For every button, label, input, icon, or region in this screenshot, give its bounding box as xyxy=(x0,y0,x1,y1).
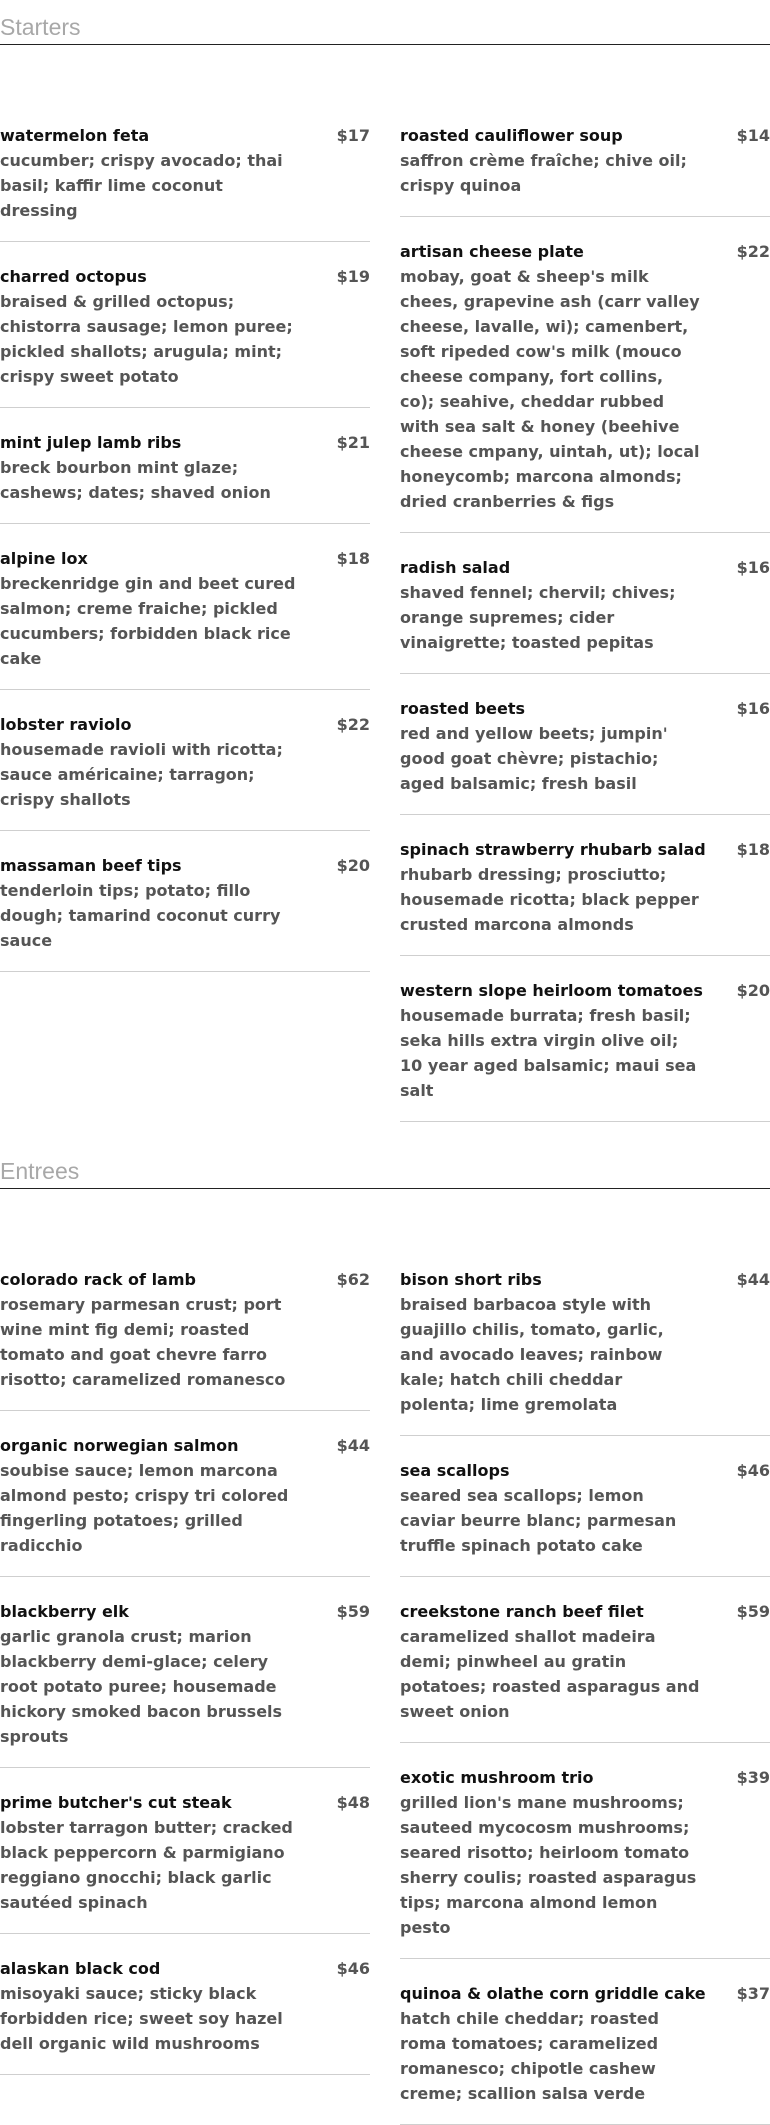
menu-item-price: $39 xyxy=(736,1768,770,1787)
menu-item-name: mint julep lamb ribs xyxy=(0,433,182,452)
menu-item-description: braised barbacoa style with guajillo chilis, tomato, garlic, and avocado leaves; rainbow kale; hatch chili cheddar polenta; lime gremolata xyxy=(400,1295,664,1414)
section-title-starters: Starters xyxy=(0,14,81,40)
menu-item-description: garlic granola crust; marion blackberry demi-glace; celery root potato puree; housemade hickory smoked bacon brussels sprouts xyxy=(0,1627,283,1746)
menu-item-description: housemade burrata; fresh basil; seka hills extra virgin olive oil; 10 year aged balsamic; maui sea salt xyxy=(400,1006,697,1100)
menu-item-price: $18 xyxy=(336,549,370,568)
menu-item xyxy=(0,1245,370,1411)
menu-item-description: hatch chile cheddar; roasted roma tomatoes; caramelized romanesco; chipotle cashew creme; scallion salsa verde xyxy=(400,2009,659,2103)
menu-item-description: rhubarb dressing; prosciutto; housemade ricotta; black pepper crusted marcona almonds xyxy=(400,865,699,934)
menu-item-header xyxy=(0,123,370,148)
menu-item-name: lobster raviolo xyxy=(0,715,132,734)
menu-item xyxy=(400,533,770,674)
menu-item-price: $18 xyxy=(736,840,770,859)
menu-item-name: watermelon feta xyxy=(0,126,150,145)
menu-item-description: lobster tarragon butter; cracked black peppercorn & parmigiano reggiano gnocchi; black garlic sautéed spinach xyxy=(0,1818,293,1912)
section-divider xyxy=(0,44,770,45)
menu-item-price: $44 xyxy=(336,1436,370,1455)
menu-item xyxy=(400,1959,770,2125)
menu-item-description: breck bourbon mint glaze; cashews; dates; shaved onion xyxy=(0,458,271,502)
menu-item-header xyxy=(0,1599,370,1624)
starters-columns xyxy=(0,101,770,1122)
menu-item-name: bison short ribs xyxy=(400,1270,542,1289)
menu-item-header xyxy=(400,239,770,264)
menu-item-header xyxy=(0,712,370,737)
menu-item-header xyxy=(400,978,770,1003)
menu-item-name: colorado rack of lamb xyxy=(0,1270,196,1289)
menu-item-price: $46 xyxy=(336,1959,370,1978)
menu-item-price: $59 xyxy=(736,1602,770,1621)
menu-item xyxy=(400,1743,770,1959)
menu-item-name: sea scallops xyxy=(400,1461,510,1480)
menu-item-header xyxy=(0,1267,370,1292)
menu-item-price: $20 xyxy=(336,856,370,875)
menu-item-name: charred octopus xyxy=(0,267,147,286)
menu-item-description: tenderloin tips; potato; fillo dough; tamarind coconut curry sauce xyxy=(0,881,281,950)
menu-item-name: alpine lox xyxy=(0,549,88,568)
menu-item xyxy=(400,217,770,533)
menu-item-description: saffron crème fraîche; chive oil; crispy quinoa xyxy=(400,151,687,195)
menu-item-header xyxy=(0,264,370,289)
menu-item xyxy=(400,815,770,956)
menu-item-header xyxy=(400,696,770,721)
menu-item-description: housemade ravioli with ricotta; sauce américaine; tarragon; crispy shallots xyxy=(0,740,283,809)
menu-item-description: mobay, goat & sheep's milk chees, grapevine ash (carr valley cheese, lavalle, wi); camenbert, soft ripeded cow's milk (mouco cheese company, fort collins, co); seahive, cheddar rubbed with sea salt & honey (beehive cheese cmpany, uintah, ut); local honeycomb; marcona almonds; dried cranberries & figs xyxy=(400,267,700,511)
menu-item-name: creekstone ranch beef filet xyxy=(400,1602,644,1621)
entrees-right-column xyxy=(400,1245,770,2125)
menu-item-price: $22 xyxy=(336,715,370,734)
menu-item-header xyxy=(400,1458,770,1483)
menu-item-header xyxy=(400,123,770,148)
entrees-columns xyxy=(0,1245,770,2125)
menu-item-description: soubise sauce; lemon marcona almond pesto; crispy tri colored fingerling potatoes; grilled radicchio xyxy=(0,1461,289,1555)
menu-item-name: roasted beets xyxy=(400,699,526,718)
menu-item xyxy=(0,524,370,690)
entrees-left-column xyxy=(0,1245,370,2075)
menu-item-price: $16 xyxy=(736,699,770,718)
menu-item xyxy=(0,101,370,242)
menu-item xyxy=(400,956,770,1122)
menu-item-price: $48 xyxy=(336,1793,370,1812)
menu-item-header xyxy=(400,837,770,862)
menu-item xyxy=(0,1411,370,1577)
menu-item-price: $17 xyxy=(336,126,370,145)
menu-item-description: red and yellow beets; jumpin' good goat chèvre; pistachio; aged balsamic; fresh basil xyxy=(400,724,668,793)
menu-item-name: roasted cauliflower soup xyxy=(400,126,623,145)
menu-item-price: $16 xyxy=(736,558,770,577)
menu-item xyxy=(400,674,770,815)
menu-item-description: caramelized shallot madeira demi; pinwheel au gratin potatoes; roasted asparagus and sweet onion xyxy=(400,1627,700,1721)
menu-item-description: seared sea scallops; lemon caviar beurre blanc; parmesan truffle spinach potato cake xyxy=(400,1486,677,1555)
menu-item-header xyxy=(0,546,370,571)
menu-item-header xyxy=(0,1956,370,1981)
menu-item-description: cucumber; crispy avocado; thai basil; kaffir lime coconut dressing xyxy=(0,151,283,220)
menu-item-description: breckenridge gin and beet cured salmon; creme fraiche; pickled cucumbers; forbidden black rice cake xyxy=(0,574,296,668)
starters-left-column xyxy=(0,101,370,972)
menu-item-price: $37 xyxy=(736,1984,770,2003)
menu-item-price: $62 xyxy=(336,1270,370,1289)
menu-item-name: radish salad xyxy=(400,558,511,577)
menu-item-name: western slope heirloom tomatoes xyxy=(400,981,703,1000)
menu-item-name: quinoa & olathe corn griddle cake xyxy=(400,1984,706,2003)
menu-item-name: prime butcher's cut steak xyxy=(0,1793,232,1812)
menu-item-name: massaman beef tips xyxy=(0,856,182,875)
menu-item xyxy=(400,1577,770,1743)
menu-item-header xyxy=(400,555,770,580)
menu-item-price: $44 xyxy=(736,1270,770,1289)
menu-item-description: misoyaki sauce; sticky black forbidden rice; sweet soy hazel dell organic wild mushrooms xyxy=(0,1984,283,2053)
menu-item xyxy=(0,1768,370,1934)
menu-item xyxy=(0,408,370,524)
menu-item-price: $14 xyxy=(736,126,770,145)
menu-item-price: $46 xyxy=(736,1461,770,1480)
menu-item-price: $22 xyxy=(736,242,770,261)
menu-item-description: grilled lion's mane mushrooms; sauteed mycocosm mushrooms; seared risotto; heirloom tomato sherry coulis; roasted asparagus tips; marcona almond lemon pesto xyxy=(400,1793,697,1937)
menu-item-name: blackberry elk xyxy=(0,1602,129,1621)
menu-item-price: $20 xyxy=(736,981,770,1000)
menu-item-name: artisan cheese plate xyxy=(400,242,584,261)
starters-right-column xyxy=(400,101,770,1122)
menu-item-price: $21 xyxy=(336,433,370,452)
menu-item xyxy=(0,242,370,408)
menu-item xyxy=(0,831,370,972)
section-title-entrees: Entrees xyxy=(0,1158,80,1184)
menu-item-header xyxy=(0,430,370,455)
menu-item-name: spinach strawberry rhubarb salad xyxy=(400,840,706,859)
section-divider xyxy=(0,1188,770,1189)
menu-item-name: alaskan black cod xyxy=(0,1959,161,1978)
menu-item-description: braised & grilled octopus; chistorra sausage; lemon puree; pickled shallots; arugula; mint; crispy sweet potato xyxy=(0,292,293,386)
menu-item xyxy=(0,690,370,831)
menu-item-header xyxy=(0,1790,370,1815)
menu-item-header xyxy=(0,1433,370,1458)
menu-item-description: rosemary parmesan crust; port wine mint fig demi; roasted tomato and goat chevre farro risotto; caramelized romanesco xyxy=(0,1295,286,1389)
menu-item-header xyxy=(400,1267,770,1292)
menu-item-price: $19 xyxy=(336,267,370,286)
menu-item-header xyxy=(400,1765,770,1790)
menu-item-name: organic norwegian salmon xyxy=(0,1436,239,1455)
menu-item xyxy=(0,1577,370,1768)
entrees-section xyxy=(0,1144,770,2125)
menu-item xyxy=(400,101,770,217)
menu-item-header xyxy=(400,1599,770,1624)
menu-item xyxy=(400,1245,770,1436)
menu-item xyxy=(400,1436,770,1577)
menu-item-header xyxy=(0,853,370,878)
menu-item-name: exotic mushroom trio xyxy=(400,1768,594,1787)
menu-item-description: shaved fennel; chervil; chives; orange supremes; cider vinaigrette; toasted pepitas xyxy=(400,583,676,652)
menu-item-price: $59 xyxy=(336,1602,370,1621)
menu-item xyxy=(0,1934,370,2075)
